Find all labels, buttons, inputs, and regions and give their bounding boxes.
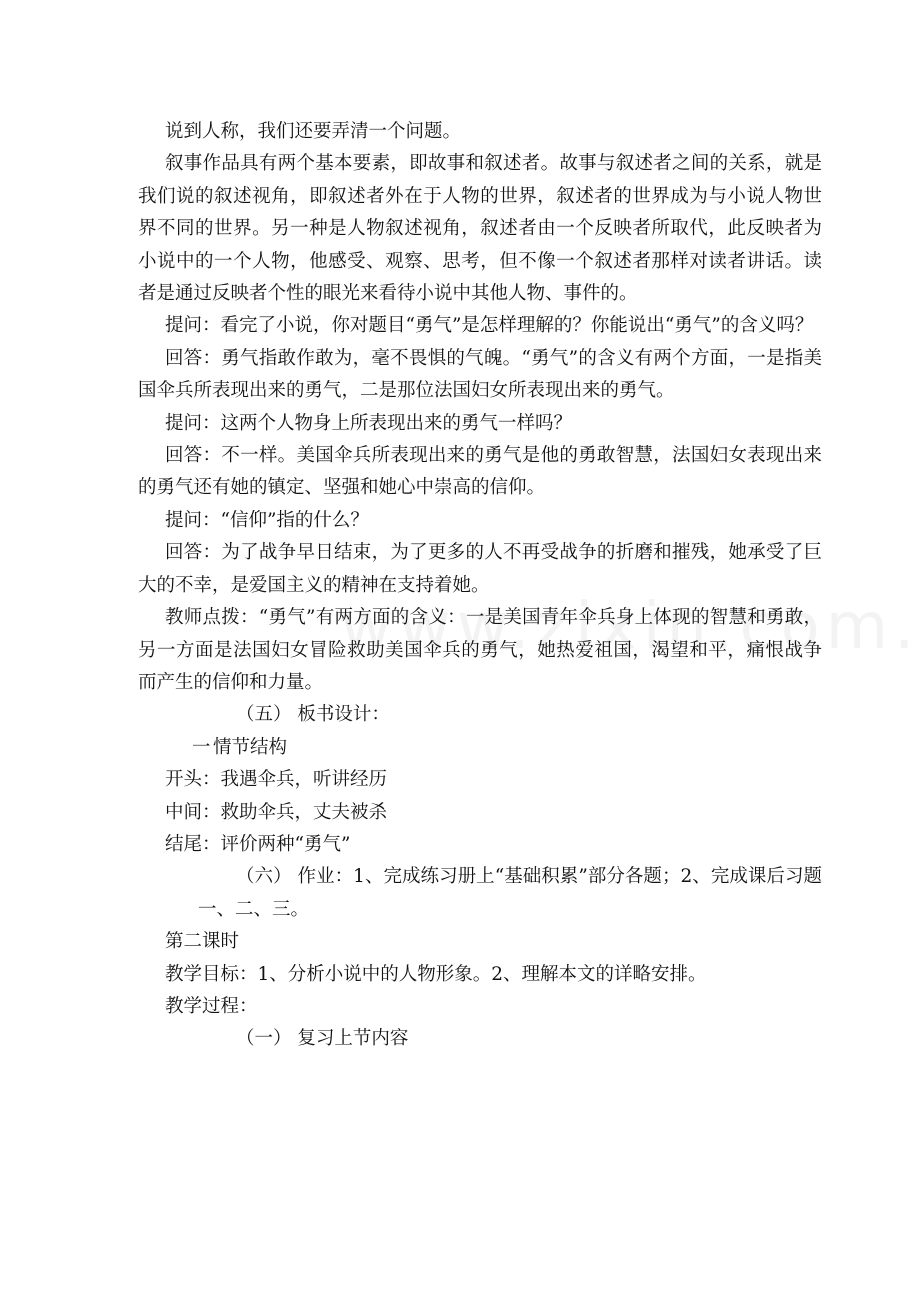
- paragraph: 提问：“信仰”指的什么？: [165, 509, 369, 531]
- section-heading-homework: （六） 作业：1、完成练习册上“基础积累”部分各题；2、完成课后习题一、二、三。: [198, 866, 822, 920]
- paragraph: 回答：勇气指敢作敢为，毫不畏惧的气魄。“勇气”的含义有两个方面，一是指美国伞兵所表现出来的勇气，二是那位法国妇女所表现出来的勇气。: [138, 347, 822, 402]
- paragraph: 提问：看完了小说，你对题目“勇气”是怎样理解的？你能说出“勇气”的含义吗？: [165, 315, 814, 337]
- paragraph: 教师点拨：“勇气”有两方面的含义：一是美国青年伞兵身上体现的智慧和勇敢，另一方面是法国妇女冒险救助美国伞兵的勇气，她热爱祖国，渴望和平，痛恨战争而产生的信仰和力量。: [138, 607, 822, 693]
- paragraph: 说到人称，我们还要弄清一个问题。: [165, 121, 462, 142]
- structure-item: 开头：我遇伞兵，听讲经历: [165, 769, 388, 791]
- structure-item: 中间：救助伞兵，丈夫被杀: [165, 801, 388, 823]
- structure-item: 结尾：评价两种“勇气”: [165, 833, 351, 855]
- lesson-goals: 教学目标：1、分析小说中的人物形象。2、理解本文的详略安排。: [165, 963, 707, 985]
- structure-title: 情节结构: [213, 736, 288, 758]
- paragraph: 提问：这两个人物身上所表现出来的勇气一样吗？: [165, 412, 573, 434]
- structure-number: 一: [192, 736, 211, 758]
- paragraph: 叙事作品具有两个基本要素，即故事和叙述者。故事与叙述者之间的关系，就是我们说的叙述视角，即叙述者外在于人物的世界，叙述者的世界成为与小说人物世界不同的世界。另一种是人物叙述视角，叙述者由一个反映者所取代，此反映者为小说中的一个人物，他感受、观察、思考，但不像一个叙述者那样对读者讲话。读者是通过反映者个性的眼光来看待小说中其他人物、事件的。: [138, 153, 822, 305]
- lesson-title: 第二课时: [165, 931, 240, 953]
- structure-heading: [138, 732, 822, 764]
- paragraph: 回答：不一样。美国伞兵所表现出来的勇气是他的勇敢智慧，法国妇女表现出来的勇气还有她的镇定、坚强和她心中崇高的信仰。: [138, 445, 822, 499]
- paragraph: 回答：为了战争早日结束，为了更多的人不再受战争的折磨和摧残，她承受了巨大的不幸，是爱国主义的精神在支持着她。: [138, 542, 822, 596]
- lesson-process: 教学过程：: [165, 995, 258, 1017]
- document-body: [138, 116, 822, 1056]
- section-heading-board-design: （五） 板书设计：: [236, 704, 390, 726]
- lesson-step: （一） 复习上节内容: [236, 1028, 409, 1050]
